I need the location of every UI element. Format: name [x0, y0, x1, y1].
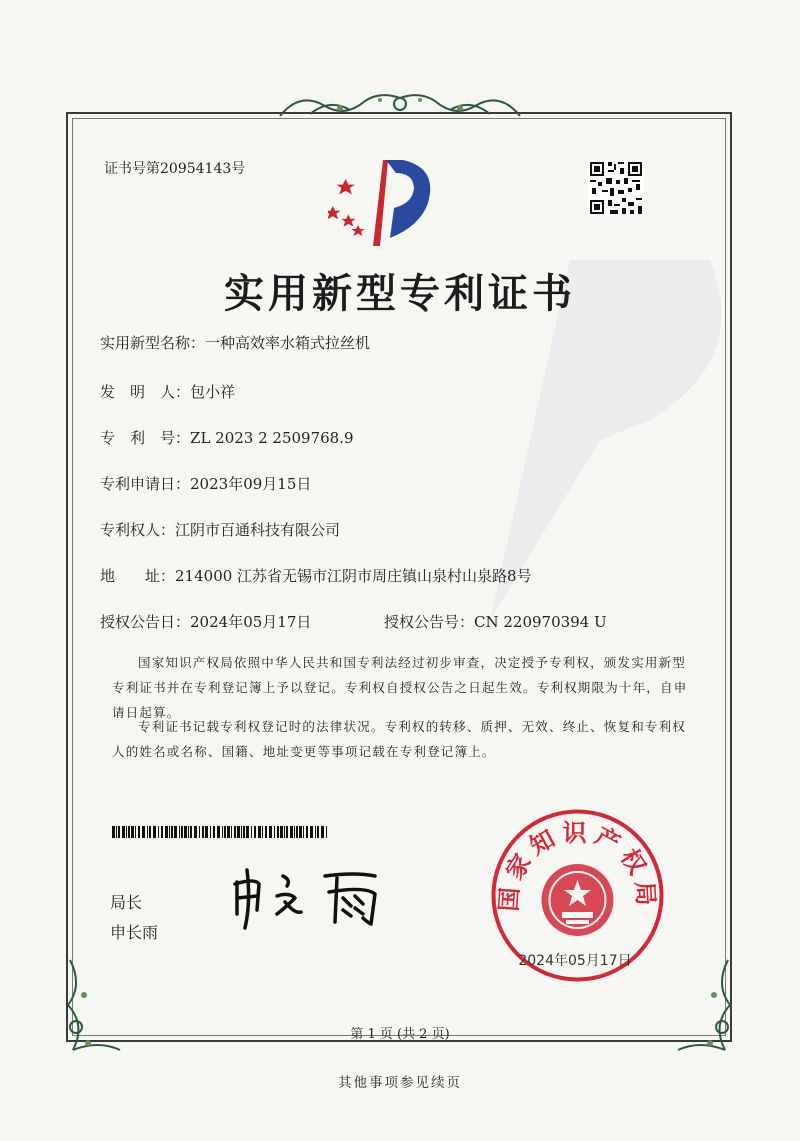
- field-label: 专利权人：: [100, 521, 176, 539]
- field-value: ZL 2023 2 2509768.9: [190, 429, 354, 447]
- seal-date: 2024年05月17日: [518, 953, 632, 969]
- field-value: 包小祥: [190, 383, 236, 401]
- handwritten-signature: [225, 862, 395, 932]
- field-label: 专 利 号：: [100, 429, 191, 447]
- field-label: 授权公告号：: [384, 613, 475, 631]
- field-value: 一种高效率水箱式拉丝机: [205, 334, 371, 352]
- field-value: 2024年05月17日: [190, 613, 312, 631]
- field-label: 发 明 人：: [100, 383, 191, 401]
- body-paragraph: 专利证书记载专利权登记时的法律状况。专利权的转移、质押、无效、终止、恢复和专利权人的姓名或名称、国籍、地址变更等事项记载在专利登记簿上。: [112, 719, 687, 759]
- field-inventor: [100, 381, 235, 402]
- field-label: 实用新型名称：: [100, 334, 206, 352]
- top-ornament: [270, 86, 530, 126]
- official-name: 申长雨: [110, 923, 159, 942]
- field-value: 214000 江苏省无锡市江阴市周庄镇山泉村山泉路8号: [175, 567, 532, 585]
- field-label: 授权公告日：: [100, 613, 191, 631]
- barcode: [112, 826, 330, 838]
- field-label: 地 址：: [100, 567, 176, 585]
- body-paragraph: 国家知识产权局依照中华人民共和国专利法经过初步审查，决定授予专利权，颁发实用新型专利证书并在专利登记簿上予以登记。专利权自授权公告之日起生效。专利权期限为十年，自申请日起算。: [112, 655, 688, 720]
- field-value: 2023年09月15日: [190, 475, 312, 493]
- field-value: CN 220970394 U: [474, 613, 607, 631]
- bottom-right-ornament: [670, 955, 740, 1060]
- field-value: 江阴市百通科技有限公司: [175, 521, 341, 539]
- field-patentee: [100, 519, 340, 540]
- qr-code: [588, 160, 644, 216]
- certificate-title: 实用新型专利证书: [224, 270, 576, 317]
- footer-note: 其他事项参见续页: [338, 1075, 462, 1091]
- field-label: 专利申请日：: [100, 475, 191, 493]
- field-grant-announcement-date: [100, 611, 311, 632]
- field-application-date: [100, 473, 311, 494]
- cnipa-logo-icon: [328, 158, 440, 250]
- page-number: 第 1 页 (共 2 页): [350, 1027, 450, 1042]
- bottom-left-ornament: [58, 955, 128, 1060]
- field-address: [100, 565, 532, 586]
- field-patent-number: [100, 427, 354, 448]
- field-grant-announcement-number: [384, 611, 607, 632]
- official-role: 局长: [110, 893, 143, 912]
- certificate-number: 证书号第20954143号: [104, 161, 246, 177]
- field-utility-model-name: [100, 332, 370, 353]
- svg-text:国家知识产权局: 国家知识产权局: [494, 818, 661, 913]
